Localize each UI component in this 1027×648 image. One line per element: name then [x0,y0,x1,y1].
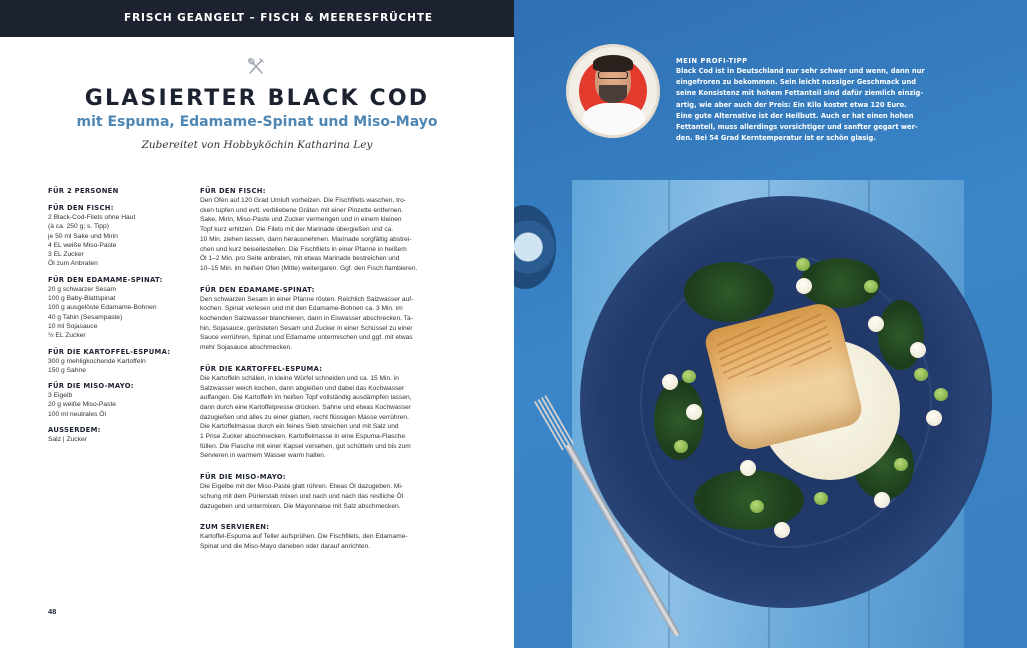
ingredient-line: 100 g ausgelöste Edamame-Bohnen [48,304,157,312]
direction-heading: FÜR DEN FISCH: [200,187,266,195]
ingredient-line: 10 ml Sojasauce [48,322,98,330]
ingredient-line: je 50 ml Sake und Mirin [48,232,118,240]
direction-line: füllen. Die Flasche mit einer Kapsel versehen, gut schütteln und bis zum [200,442,411,450]
direction-heading: FÜR DEN EDAMAME-SPINAT: [200,285,315,294]
direction-line: Die Eigelbe mit der Miso-Paste glatt rühren. Etwas Öl dazugeben. Mi- [200,483,404,491]
ingredient-line: 2 Black-Cod-Filets ohne Haut [48,214,136,221]
direction-line: Die Kartoffelmasse durch ein feines Sieb streichen und mit Salz und [200,423,399,431]
ingredient-line: 100 ml neutrales Öl [48,410,106,418]
ingredient-line: 150 g Sahne [48,366,86,374]
miso-mayo-dot [868,316,884,332]
direction-heading: FÜR DIE KARTOFFEL-ESPUMA: [200,364,323,373]
ingredient-line: 40 g Tahin (Sesampaste) [48,313,123,321]
ingredient-line: ½ EL Zucker [48,332,86,340]
miso-mayo-dot [926,410,942,426]
miso-mayo-dot [686,404,702,420]
ingredient-line: (à ca. 250 g; s. Tipp) [48,223,109,231]
salt-dish [514,205,556,289]
direction-group [200,522,462,551]
direction-line: Den Ofen auf 120 Grad Umluft vorheizen. Die Fischfilets waschen, tro- [200,197,406,204]
ingredient-group [48,347,188,376]
miso-mayo-dot [910,342,926,358]
direction-group [200,285,462,353]
ingredient-heading: FÜR DIE KARTOFFEL-ESPUMA: [48,347,171,356]
pro-tip-body [676,66,936,144]
edamame [796,258,810,271]
ingredient-line: Öl zum Anbraten [48,260,98,268]
direction-line: auffangen. Die Kartoffeln im heißen Topf vollständig ausdämpfen lassen, [200,394,412,402]
direction-line: Sake, Mirin, Miso-Paste und Zucker vermengen und in einem kleinen [200,216,402,224]
spinach [878,300,924,370]
direction-line: kochen. Spinat verlesen und mit den Edamame-Bohnen ca. 3 Min. im [200,305,403,313]
direction-line: dazugießen und alles zu einer glatten, recht flüssigen Masse verrühren. [200,413,409,421]
edamame [674,440,688,453]
pro-tip [676,56,936,144]
cutlery-icon [247,57,265,75]
edamame [682,370,696,383]
direction-line: cken tupfen und evtl. verbliebene Gräten mit einer Pinzette entfernen. [200,206,404,214]
ingredient-line: 100 g Baby-Blattspinat [48,295,116,303]
ingredient-group [48,275,188,341]
direction-group [200,186,462,274]
edamame [864,280,878,293]
fork-tines [534,395,574,450]
direction-line: dazugeben und untermixen. Die Mayonnaise mit Salz abschmecken. [200,502,401,510]
pro-tip-line: Black Cod ist in Deutschland nur sehr schwer und wenn, dann nur [676,67,925,75]
direction-line: 10–15 Min. im heißen Ofen (Mitte) weitergaren. Ggf. den Fisch flambieren. [200,264,418,272]
direction-group [200,472,462,511]
food-photo [514,0,1027,648]
ingredient-line: 20 g weiße Miso-Paste [48,401,117,409]
miso-mayo-dot [796,278,812,294]
direction-line: Spinat und die Miso-Mayo daneben oder darauf anrichten. [200,542,371,550]
directions-column [200,186,462,563]
direction-heading: FÜR DIE MISO-MAYO: [200,473,286,482]
direction-group [200,364,462,461]
direction-line: dann durch eine Kartoffelpresse drücken. Sahne und etwas Kochwasser [200,403,412,411]
spinach [684,262,774,322]
pro-tip-line: eingefroren zu bekommen. Sein leicht nussiger Geschmack und [676,78,916,87]
miso-mayo-dot [740,460,756,476]
pro-tip-line: den. Bei 54 Grad Kerntemperatur ist er schön glasig. [676,134,876,143]
chapter-header [0,0,514,37]
direction-line: Öl 1–2 Min. pro Seite anbraten, mit etwas Marinade bestreichen und [200,255,400,263]
direction-line: Topf kurz erhitzen. Die Filets mit der Marinade übergießen und ca. [200,226,394,234]
spinach [694,470,804,530]
ingredient-line: 20 g schwarzer Sesam [48,285,117,293]
ingredient-heading: AUSSERDEM: [48,426,101,435]
edamame [750,500,764,513]
pro-tip-line: seine Konsistenz mit hohem Fettanteil sind dafür ziemlich einzig- [676,89,924,98]
direction-line: schung mit dem Pürierstab mixen und nach und nach das restliche Öl [200,492,404,500]
ingredient-group [48,186,188,196]
pro-tip-line: Eine gute Alternative ist der Heilbutt. Auch er hat einen hohen [676,111,914,120]
direction-line: Sauce verrühren, Spinat und Edamame untermischen und ggf. mit etwas [200,334,413,342]
pro-tip-line: Fettanteil, muss allerdings vorsichtiger und sanfter gegart wer- [676,123,918,132]
direction-line: Kartoffel-Espuma auf Teller aufsprühen. Die Fischfilets, den Edamame- [200,533,408,541]
direction-line: Salzwasser weich kochen, dann abgießen und dabei das Kochwasser [200,384,405,392]
direction-line: Die Kartoffeln schälen, in kleine Würfel schneiden und ca. 15 Min. in [200,374,399,382]
direction-line: kochenden Salzwasser blanchieren, dann in Eiswasser abschrecken. Ta- [200,315,413,323]
ingredient-line: 300 g mehligkochende Kartoffeln [48,357,146,365]
chef-avatar [566,44,660,138]
page-number: 48 [48,607,57,616]
ingredient-heading: FÜR 2 PERSONEN [48,187,119,195]
ingredient-line: 3 EL Zucker [48,251,84,259]
recipe-byline: Zubereitet von Hobbyköchin Katharina Ley [141,139,373,151]
pro-tip-line: artig, wie aber auch der Preis: Ein Kilo kostet etwa 120 Euro. [676,100,907,109]
miso-mayo-dot [874,492,890,508]
direction-line: 10 Min. ziehen lassen, dann herausnehmen. Marinade sorgfältig abstrei- [200,235,412,243]
chapter-header-label: FRISCH GEANGELT – FISCH & MEERESFRÜCHTE [124,12,433,24]
ingredient-group [48,381,188,419]
edamame [934,388,948,401]
ingredient-line: 3 Eigelb [48,392,73,400]
direction-line: Den schwarzen Sesam in einer Pfanne rösten. Reichlich Salzwasser auf- [200,295,414,303]
direction-heading: ZUM SERVIEREN: [200,523,270,532]
ingredient-heading: FÜR DEN EDAMAME-SPINAT: [48,275,163,284]
edamame [894,458,908,471]
miso-mayo-dot [774,522,790,538]
ingredient-group [48,203,188,269]
direction-line: hin, Sojasauce, gerösteten Sesam und Zucker in einer Schüssel zu einer [200,324,413,332]
ingredient-line: Salz | Zucker [48,436,87,444]
ingredient-heading: FÜR DEN FISCH: [48,204,114,212]
pro-tip-heading: MEIN PROFI-TIPP [676,57,748,65]
direction-line: 1 Prise Zucker abschmecken. Kartoffelmasse in eine Espuma-Flasche [200,433,406,441]
ingredient-heading: FÜR DIE MISO-MAYO: [48,382,134,391]
recipe-title: GLASIERTER BLACK COD [84,86,430,111]
direction-line: chen und kurz beiseitestellen. Die Fischfilets in einer Pfanne in heißem [200,245,407,253]
direction-line: Servieren in warmem Wasser warm halten. [200,452,326,460]
miso-mayo-dot [662,374,678,390]
ingredient-group [48,425,188,444]
recipe-subtitle: mit Espuma, Edamame-Spinat und Miso-Mayo [76,114,438,130]
direction-line: mehr Sojasauce abschmecken. [200,344,292,352]
ingredient-line: 4 EL weiße Miso-Paste [48,241,117,249]
edamame [814,492,828,505]
ingredients-column [48,186,188,450]
edamame [914,368,928,381]
